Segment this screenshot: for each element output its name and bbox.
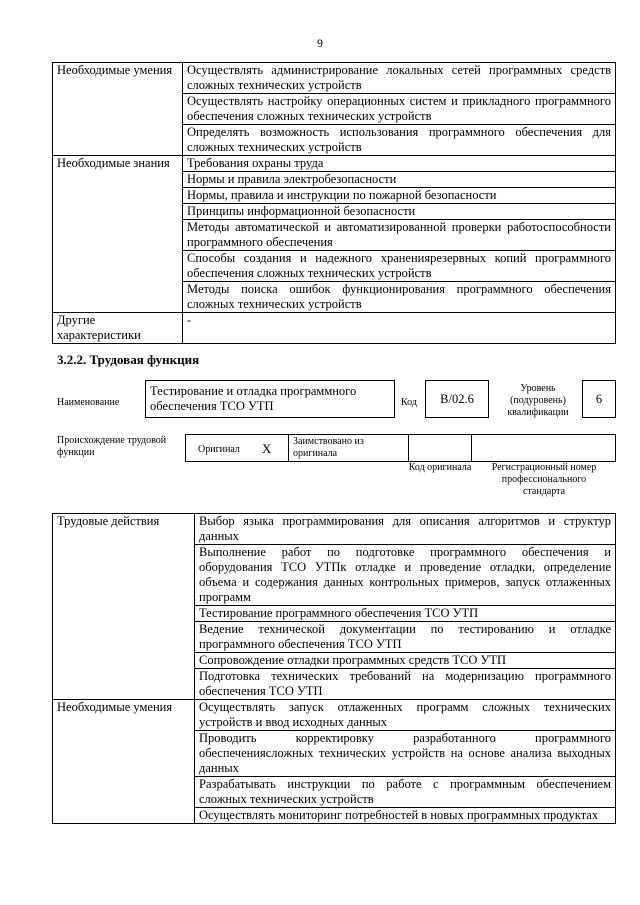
table-cell: Осуществлять мониторинг потребностей в новых программных продуктах: [195, 808, 616, 824]
code-label: Код: [401, 397, 417, 408]
table-cell: Выполнение работ по подготовке программного обеспечения и оборудования ТСО УТПк отладке и проведение отладки, определение объема и содержания данных контрольных примеров, запуск отлаженных программ: [195, 545, 616, 606]
name-value: Тестирование и отладка программного обеспечения ТСО УТП: [145, 380, 395, 418]
table-row: [53, 514, 616, 545]
table-cell: Тестирование программного обеспечения ТСО УТП: [195, 606, 616, 622]
table-cell: Ведение технической документации по тестированию и отладке программного обеспечения ТСО УТП: [195, 622, 616, 653]
origin-label: Происхождение трудовой функции: [57, 435, 167, 458]
table-cell: Проводить корректировку разработанного программного обеспечениясложных технических устройств на основе анализа выходных данных: [195, 731, 616, 777]
table-cell: Способы создания и надежного хранениярезервных копий программного обеспечения сложных технических устройств: [183, 251, 616, 282]
page-number: 9: [317, 36, 323, 50]
section-heading: 3.2.2. Трудовая функция: [57, 352, 200, 367]
original-label: Оригинал: [198, 444, 240, 455]
table-cell: Осуществлять администрирование локальных сетей программных средств сложных технических устройств: [183, 63, 616, 94]
row-group-label: Трудовые действия: [53, 514, 195, 700]
borrowed-label: Заимствовано из оригинала: [293, 436, 364, 459]
original-box: [185, 434, 289, 462]
table-cell: Методы поиска ошибок функционирования программного обеспечения сложных технических устройств: [183, 282, 616, 313]
table-cell: Осуществлять настройку операционных систем и прикладного программного обеспечения сложных технических устройств: [183, 94, 616, 125]
original-mark: X: [262, 441, 272, 456]
table-row: [53, 313, 616, 344]
table-cell: Методы автоматической и автоматизированной проверки работоспособности программного обеспечения: [183, 220, 616, 251]
borrowed-box: [288, 434, 409, 462]
table-cell: Определять возможность использования программного обеспечения для сложных технических устройств: [183, 125, 616, 156]
table-row: [53, 63, 616, 94]
table-cell: Нормы и правила электробезопасности: [183, 172, 616, 188]
level-value: 6: [582, 380, 616, 418]
table-cell: Принципы информационной безопасности: [183, 204, 616, 220]
labor-actions-table: [52, 513, 616, 824]
table-cell: Осуществлять запуск отлаженных программ сложных технических устройств и ввод исходных данных: [195, 700, 616, 731]
table-cell: Требования охраны труда: [183, 156, 616, 172]
reg-number-box: [471, 434, 616, 462]
row-group-label: Необходимые умения: [53, 63, 183, 156]
table-cell: Нормы, правила и инструкции по пожарной безопасности: [183, 188, 616, 204]
code-value: B/02.6: [425, 380, 489, 418]
row-group-label: Необходимые умения: [53, 700, 195, 824]
table-row: [53, 156, 616, 172]
table-cell: Выбор языка программирования для описания алгоритмов и структур данных: [195, 514, 616, 545]
level-label: Уровень (подуровень) квалификации: [507, 383, 569, 418]
table-cell: Подготовка технических требований на модернизацию программного обеспечения ТСО УТП: [195, 669, 616, 700]
code-original-box: [408, 434, 472, 462]
table-cell: Сопровождение отладки программных средств ТСО УТП: [195, 653, 616, 669]
table-cell: -: [183, 313, 616, 344]
requirements-table: [52, 62, 616, 344]
name-label: Наименование: [57, 397, 120, 408]
reg-number-caption: Регистрационный номер профессионального стандарта: [491, 462, 597, 497]
code-original-caption: Код оригинала: [408, 462, 472, 473]
row-group-label: Необходимые знания: [53, 156, 183, 313]
row-group-label: Другие характеристики: [53, 313, 183, 344]
table-row: [53, 700, 616, 731]
table-cell: Разрабатывать инструкции по работе с программным обеспечением сложных технических устройств: [195, 777, 616, 808]
